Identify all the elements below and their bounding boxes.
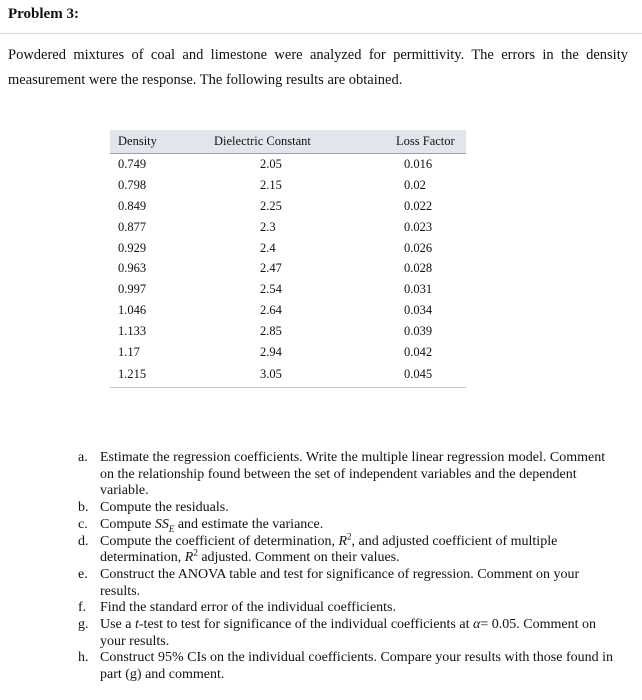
density-cell: 0.963 (118, 261, 147, 276)
column-header-density: Density (110, 130, 204, 154)
table-row (110, 196, 466, 217)
dielectric-constant-cell: 2.54 (260, 282, 282, 297)
table-row (110, 300, 466, 321)
question-e (78, 567, 618, 600)
question-text-end: and estimate the variance. (174, 516, 324, 532)
table-row (110, 342, 466, 363)
question-text-end: adjusted. Comment on their values. (197, 550, 400, 566)
question-b (78, 500, 618, 517)
dielectric-constant-cell: 2.25 (260, 198, 282, 213)
t-symbol: t (135, 617, 139, 633)
table-header-row (110, 130, 466, 154)
r-squared-symbol: R (338, 533, 348, 549)
question-text: Construct 95% CIs on the individual coefficients. Compare your results with those found in part (g) and comment. (100, 650, 613, 683)
problem-intro: Powdered mixtures of coal and limestone were analyzed for permittivity. The errors in the density measurement were the response. The following results are obtained. (8, 47, 628, 88)
question-label: e. (78, 566, 88, 582)
question-text: Construct the ANOVA table and test for significance of regression. Comment on your results. (100, 566, 580, 599)
loss-factor-cell: 0.026 (404, 240, 433, 255)
question-f (78, 600, 618, 617)
question-text: Estimate the regression coefficients. Write the multiple linear regression model. Comment on the relationship found between the set of independent variables and the dependent variable. (100, 450, 606, 499)
column-header-dielectric-constant: Dielectric Constant (204, 130, 366, 154)
density-cell: 1.17 (118, 344, 140, 359)
table-row (110, 238, 466, 259)
ss-symbol: SS (154, 516, 169, 532)
question-label: f. (78, 600, 87, 616)
r-squared-exponent: 2 (347, 530, 352, 541)
loss-factor-cell: 0.02 (404, 177, 426, 192)
divider (0, 33, 642, 34)
dielectric-constant-cell: 2.15 (260, 177, 282, 192)
question-text-end: = 0.05. Comment on your results. (100, 617, 596, 649)
density-cell: 0.877 (118, 219, 147, 234)
density-cell: 0.798 (118, 177, 147, 192)
question-text-middle: , and adjusted coefficient of multiple determination, (100, 533, 558, 566)
table-row (110, 175, 466, 196)
density-cell: 0.749 (118, 156, 147, 171)
loss-factor-cell: 0.034 (404, 303, 433, 318)
dielectric-constant-cell: 2.85 (260, 324, 282, 339)
question-text: Find the standard error of the individual coefficients. (100, 600, 396, 616)
loss-factor-cell: 0.028 (404, 261, 433, 276)
dielectric-constant-cell: 2.4 (260, 240, 276, 255)
loss-factor-cell: 0.045 (366, 363, 466, 388)
dielectric-constant-cell: 2.94 (260, 344, 282, 359)
table-row (110, 258, 466, 279)
question-label: h. (78, 650, 89, 666)
r-squared-adjusted-exponent: 2 (193, 547, 198, 558)
question-text-start: Compute (100, 516, 155, 532)
density-cell: 0.929 (118, 240, 147, 255)
r-squared-adjusted-symbol: R (184, 550, 194, 566)
density-cell: 1.046 (118, 303, 147, 318)
loss-factor-cell: 0.042 (404, 344, 433, 359)
density-cell: 0.997 (118, 282, 147, 297)
ss-subscript: E (168, 523, 175, 534)
question-label: b. (78, 500, 89, 516)
density-cell: 0.849 (118, 198, 147, 213)
question-text-start: Compute the coefficient of determination, (100, 533, 339, 549)
question-label: d. (78, 533, 89, 549)
question-list (78, 450, 618, 684)
question-h (78, 650, 618, 683)
question-g (78, 617, 618, 650)
dielectric-constant-cell: 2.47 (260, 261, 282, 276)
question-label: a. (78, 450, 88, 465)
loss-factor-cell: 0.022 (404, 198, 433, 213)
dielectric-constant-cell: 2.05 (260, 156, 282, 171)
question-d (78, 530, 618, 567)
question-text-start: Use a (100, 617, 135, 633)
table-row (110, 154, 466, 175)
question-text-middle: -test to test for significance of the individual coefficients at (138, 617, 473, 633)
table-row (110, 217, 466, 238)
question-label: c. (78, 516, 88, 532)
column-header-loss-factor: Loss Factor (366, 130, 466, 154)
dielectric-constant-cell: 3.05 (204, 363, 366, 388)
dielectric-constant-cell: 2.64 (260, 303, 282, 318)
question-label: g. (78, 617, 89, 633)
question-text: Compute the residuals. (100, 500, 229, 516)
table-row (110, 321, 466, 342)
loss-factor-cell: 0.016 (404, 156, 433, 171)
loss-factor-cell: 0.023 (404, 219, 433, 234)
density-cell: 1.133 (118, 324, 147, 339)
loss-factor-cell: 0.031 (404, 282, 433, 297)
density-cell: 1.215 (110, 363, 204, 388)
question-a (78, 450, 618, 500)
table-row (110, 363, 466, 388)
dielectric-constant-cell: 2.3 (260, 219, 276, 234)
problem-title: Problem 3: (8, 6, 79, 22)
data-table (110, 130, 466, 388)
loss-factor-cell: 0.039 (404, 324, 433, 339)
table-row (110, 279, 466, 300)
alpha-symbol: α (472, 617, 481, 633)
